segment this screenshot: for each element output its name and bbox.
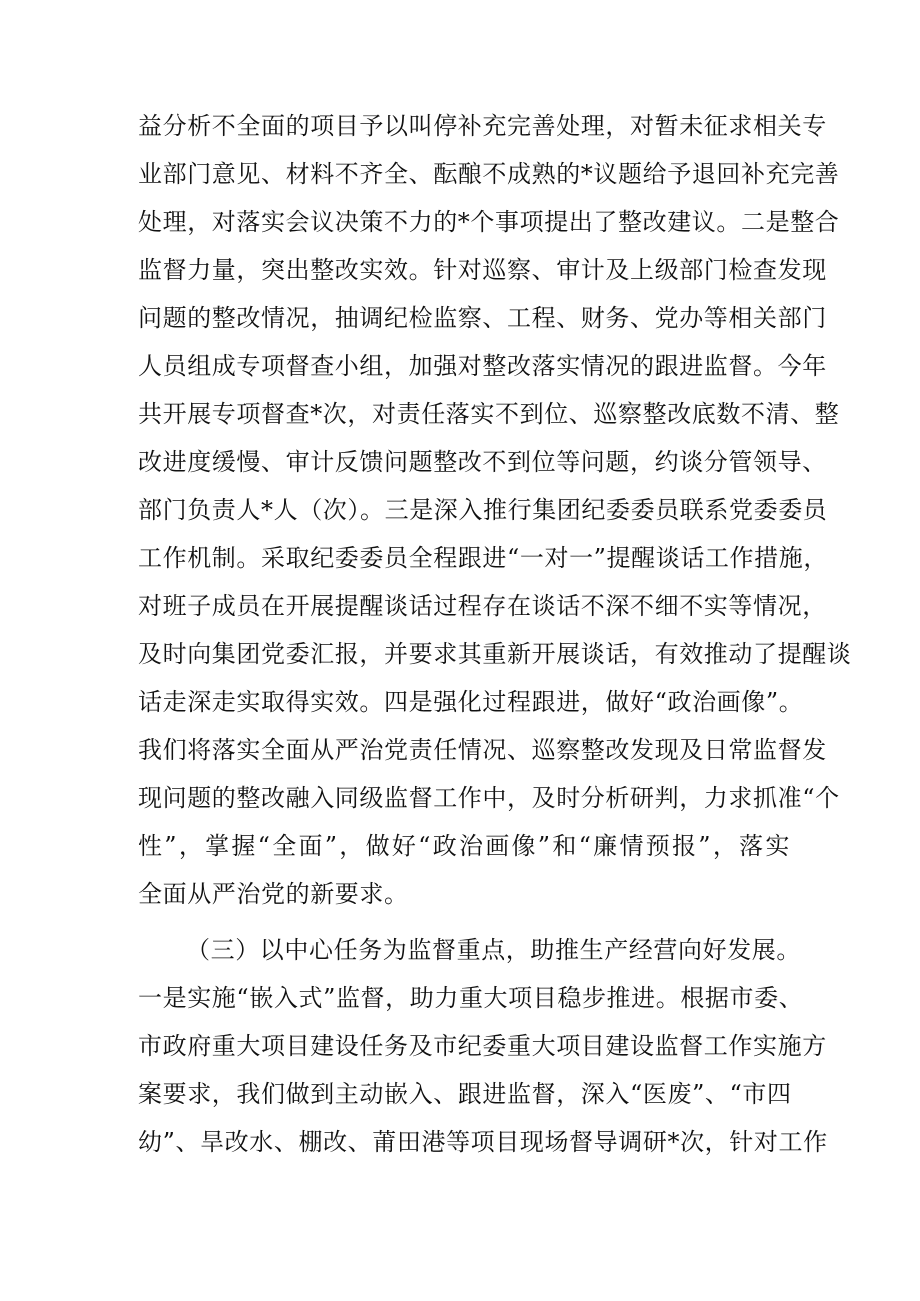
text-line: 及时向集团党委汇报，并要求其重新开展谈话，有效推动了提醒谈: [138, 640, 852, 668]
text-line: 现问题的整改融入同级监督工作中，及时分析研判，力求抓准“个: [138, 784, 840, 812]
text-line: 话走深走实取得实效。四是强化过程跟进，做好“政治画像”。: [138, 688, 804, 716]
text-line: 部门负责人*人（次）。三是深入推行集团纪委委员联系党委委员: [138, 496, 828, 524]
section-heading: （三）以中心任务为监督重点，助推生产经营向好发展。: [186, 936, 801, 964]
paragraph-2: [138, 926, 828, 1166]
text-line: 改进度缓慢、审计反馈问题整改不到位等问题，约谈分管领导、: [138, 448, 827, 476]
document-body: [138, 102, 852, 1166]
text-line: 人员组成专项督查小组，加强对整改落实情况的跟进监督。今年: [138, 352, 827, 380]
text-line: 业部门意见、材料不齐全、酝酿不成熟的*议题给予退回补充完善: [138, 160, 840, 188]
text-line: 市政府重大项目建设任务及市纪委重大项目建设监督工作实施方: [138, 1032, 827, 1060]
text-line: 处理，对落实会议决策不力的*个事项提出了整改建议。二是整合: [138, 208, 840, 236]
text-line: 全面从严治党的新要求。: [138, 880, 409, 908]
text-line: 一是实施“嵌入式”监督，助力重大项目稳步推进。根据市委、: [138, 984, 804, 1012]
text-line: 益分析不全面的项目予以叫停补充完善处理，对暂未征求相关专: [138, 112, 827, 140]
text-line: 幼”、旱改水、棚改、莆田港等项目现场督导调研*次，针对工作: [138, 1128, 828, 1156]
text-line: 我们将落实全面从严治党责任情况、巡察整改发现及日常监督发: [138, 736, 827, 764]
text-line: 对班子成员在开展提醒谈话过程存在谈话不深不细不实等情况，: [138, 592, 827, 620]
text-line: 监督力量，突出整改实效。针对巡察、审计及上级部门检查发现: [138, 256, 827, 284]
text-line: 问题的整改情况，抽调纪检监察、工程、财务、党办等相关部门: [138, 304, 827, 332]
text-line: 性”，掌握“全面”，做好“政治画像”和“廉情预报”，落实: [138, 832, 790, 860]
paragraph-gap: [138, 918, 790, 926]
text-line: 工作机制。采取纪委委员全程跟进“一对一”提醒谈话工作措施，: [138, 544, 828, 572]
paragraph-1: [138, 102, 852, 918]
text-line: 案要求，我们做到主动嵌入、跟进监督，深入“医废”、“市四: [138, 1080, 792, 1108]
text-line: 共开展专项督查*次，对责任落实不到位、巡察整改底数不清、整: [138, 400, 840, 428]
